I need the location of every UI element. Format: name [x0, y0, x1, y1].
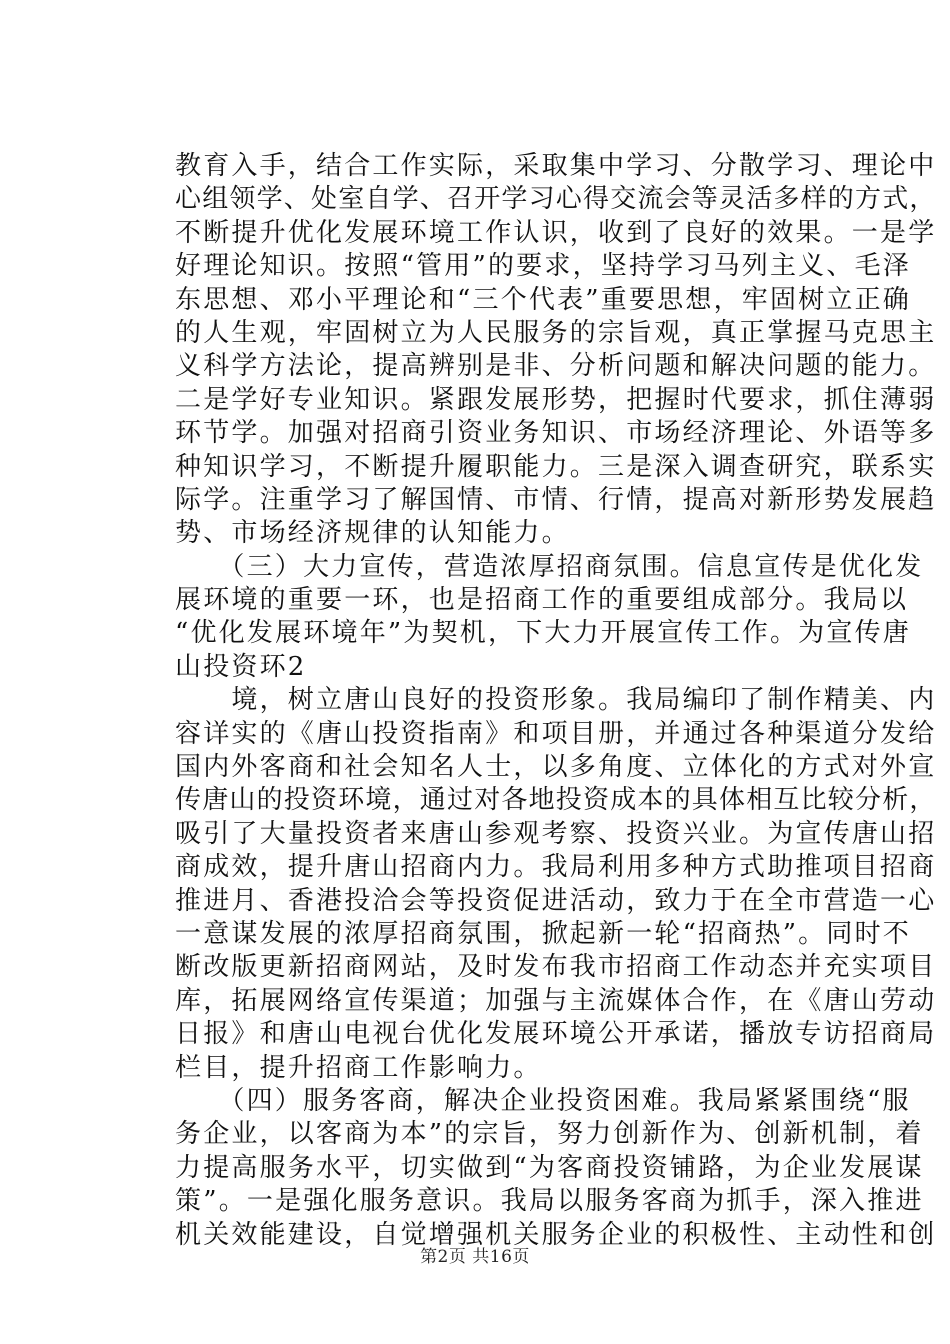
document-body	[175, 150, 937, 1252]
section-heading-line: （三）大力宣传，营造浓厚招商氛围。信息宣传是优化发	[175, 551, 924, 582]
text-line: 栏目，提升招商工作影响力。	[175, 1052, 542, 1083]
text-line: 际学。注重学习了解国情、市情、行情，提高对新形势发展趋	[175, 484, 937, 515]
text-line: 吸引了大量投资者来唐山参观考察、投资兴业。为宣传唐山招	[175, 818, 937, 849]
text-line: 教育入手，结合工作实际，采取集中学习、分散学习、理论中	[175, 151, 937, 181]
text-line: 机关效能建设，自觉增强机关服务企业的积极性、主动性和创	[175, 1219, 937, 1250]
text-line: “优化发展环境年”为契机，下大力开展宣传工作。为宣传唐	[175, 618, 911, 649]
text-line: 断改版更新招商网站，及时发布我市招商工作动态并充实项目	[175, 952, 937, 983]
text-line: 好理论知识。按照“管用”的要求，坚持学习马列主义、毛泽	[175, 251, 911, 282]
text-line: 库，拓展网络宣传渠道；加强与主流媒体合作，在《唐山劳动	[175, 985, 937, 1016]
text-line: 展环境的重要一环，也是招商工作的重要组成部分。我局以	[175, 585, 909, 616]
text-line: 种知识学习，不断提升履职能力。三是深入调查研究，联系实	[175, 451, 937, 482]
section-heading-line: （四）服务客商，解决企业投资困难。我局紧紧围绕“服	[175, 1085, 911, 1116]
text-line: 山投资环2	[175, 651, 307, 682]
text-line: 容详实的《唐山投资指南》和项目册，并通过各种渠道分发给	[175, 718, 937, 749]
text-line: 商成效，提升唐山招商内力。我局利用多种方式助推项目招商	[175, 852, 937, 883]
page-number-footer: 第2页 共16页	[420, 1247, 530, 1267]
text-line: 东思想、邓小平理论和“三个代表”重要思想，牢固树立正确	[175, 284, 911, 315]
text-line: 心组领学、处室自学、召开学习心得交流会等灵活多样的方式，	[175, 184, 937, 215]
text-line: 日报》和唐山电视台优化发展环境公开承诺，播放专访招商局	[175, 1019, 937, 1050]
text-line: 推进月、香港投洽会等投资促进活动，致力于在全市营造一心	[175, 885, 937, 916]
text-line: 的人生观，牢固树立为人民服务的宗旨观，真正掌握马克思主	[175, 317, 937, 348]
text-line: 国内外客商和社会知名人士，以多角度、立体化的方式对外宣	[175, 752, 937, 783]
text-line: 务企业，以客商为本”的宗旨，努力创新作为、创新机制，着	[175, 1119, 924, 1150]
text-line: 境，树立唐山良好的投资形象。我局编印了制作精美、内	[175, 685, 937, 716]
text-line: 势、市场经济规律的认知能力。	[175, 518, 570, 549]
text-line: 传唐山的投资环境，通过对各地投资成本的具体相互比较分析，	[175, 785, 937, 816]
text-line: 一意谋发展的浓厚招商氛围，掀起新一轮“招商热”。同时不	[175, 918, 911, 949]
text-line: 力提高服务水平，切实做到“为客商投资铺路，为企业发展谋	[175, 1152, 924, 1183]
text-line: 义科学方法论，提高辨别是非、分析问题和解决问题的能力。	[175, 351, 937, 382]
text-line: 不断提升优化发展环境工作认识，收到了良好的效果。一是学	[175, 217, 937, 248]
text-line: 策”。一是强化服务意识。我局以服务客商为抓手，深入推进	[175, 1186, 924, 1217]
text-line: 环节学。加强对招商引资业务知识、市场经济理论、外语等多	[175, 418, 937, 449]
text-line: 二是学好专业知识。紧跟发展形势，把握时代要求，抓住薄弱	[175, 384, 937, 415]
